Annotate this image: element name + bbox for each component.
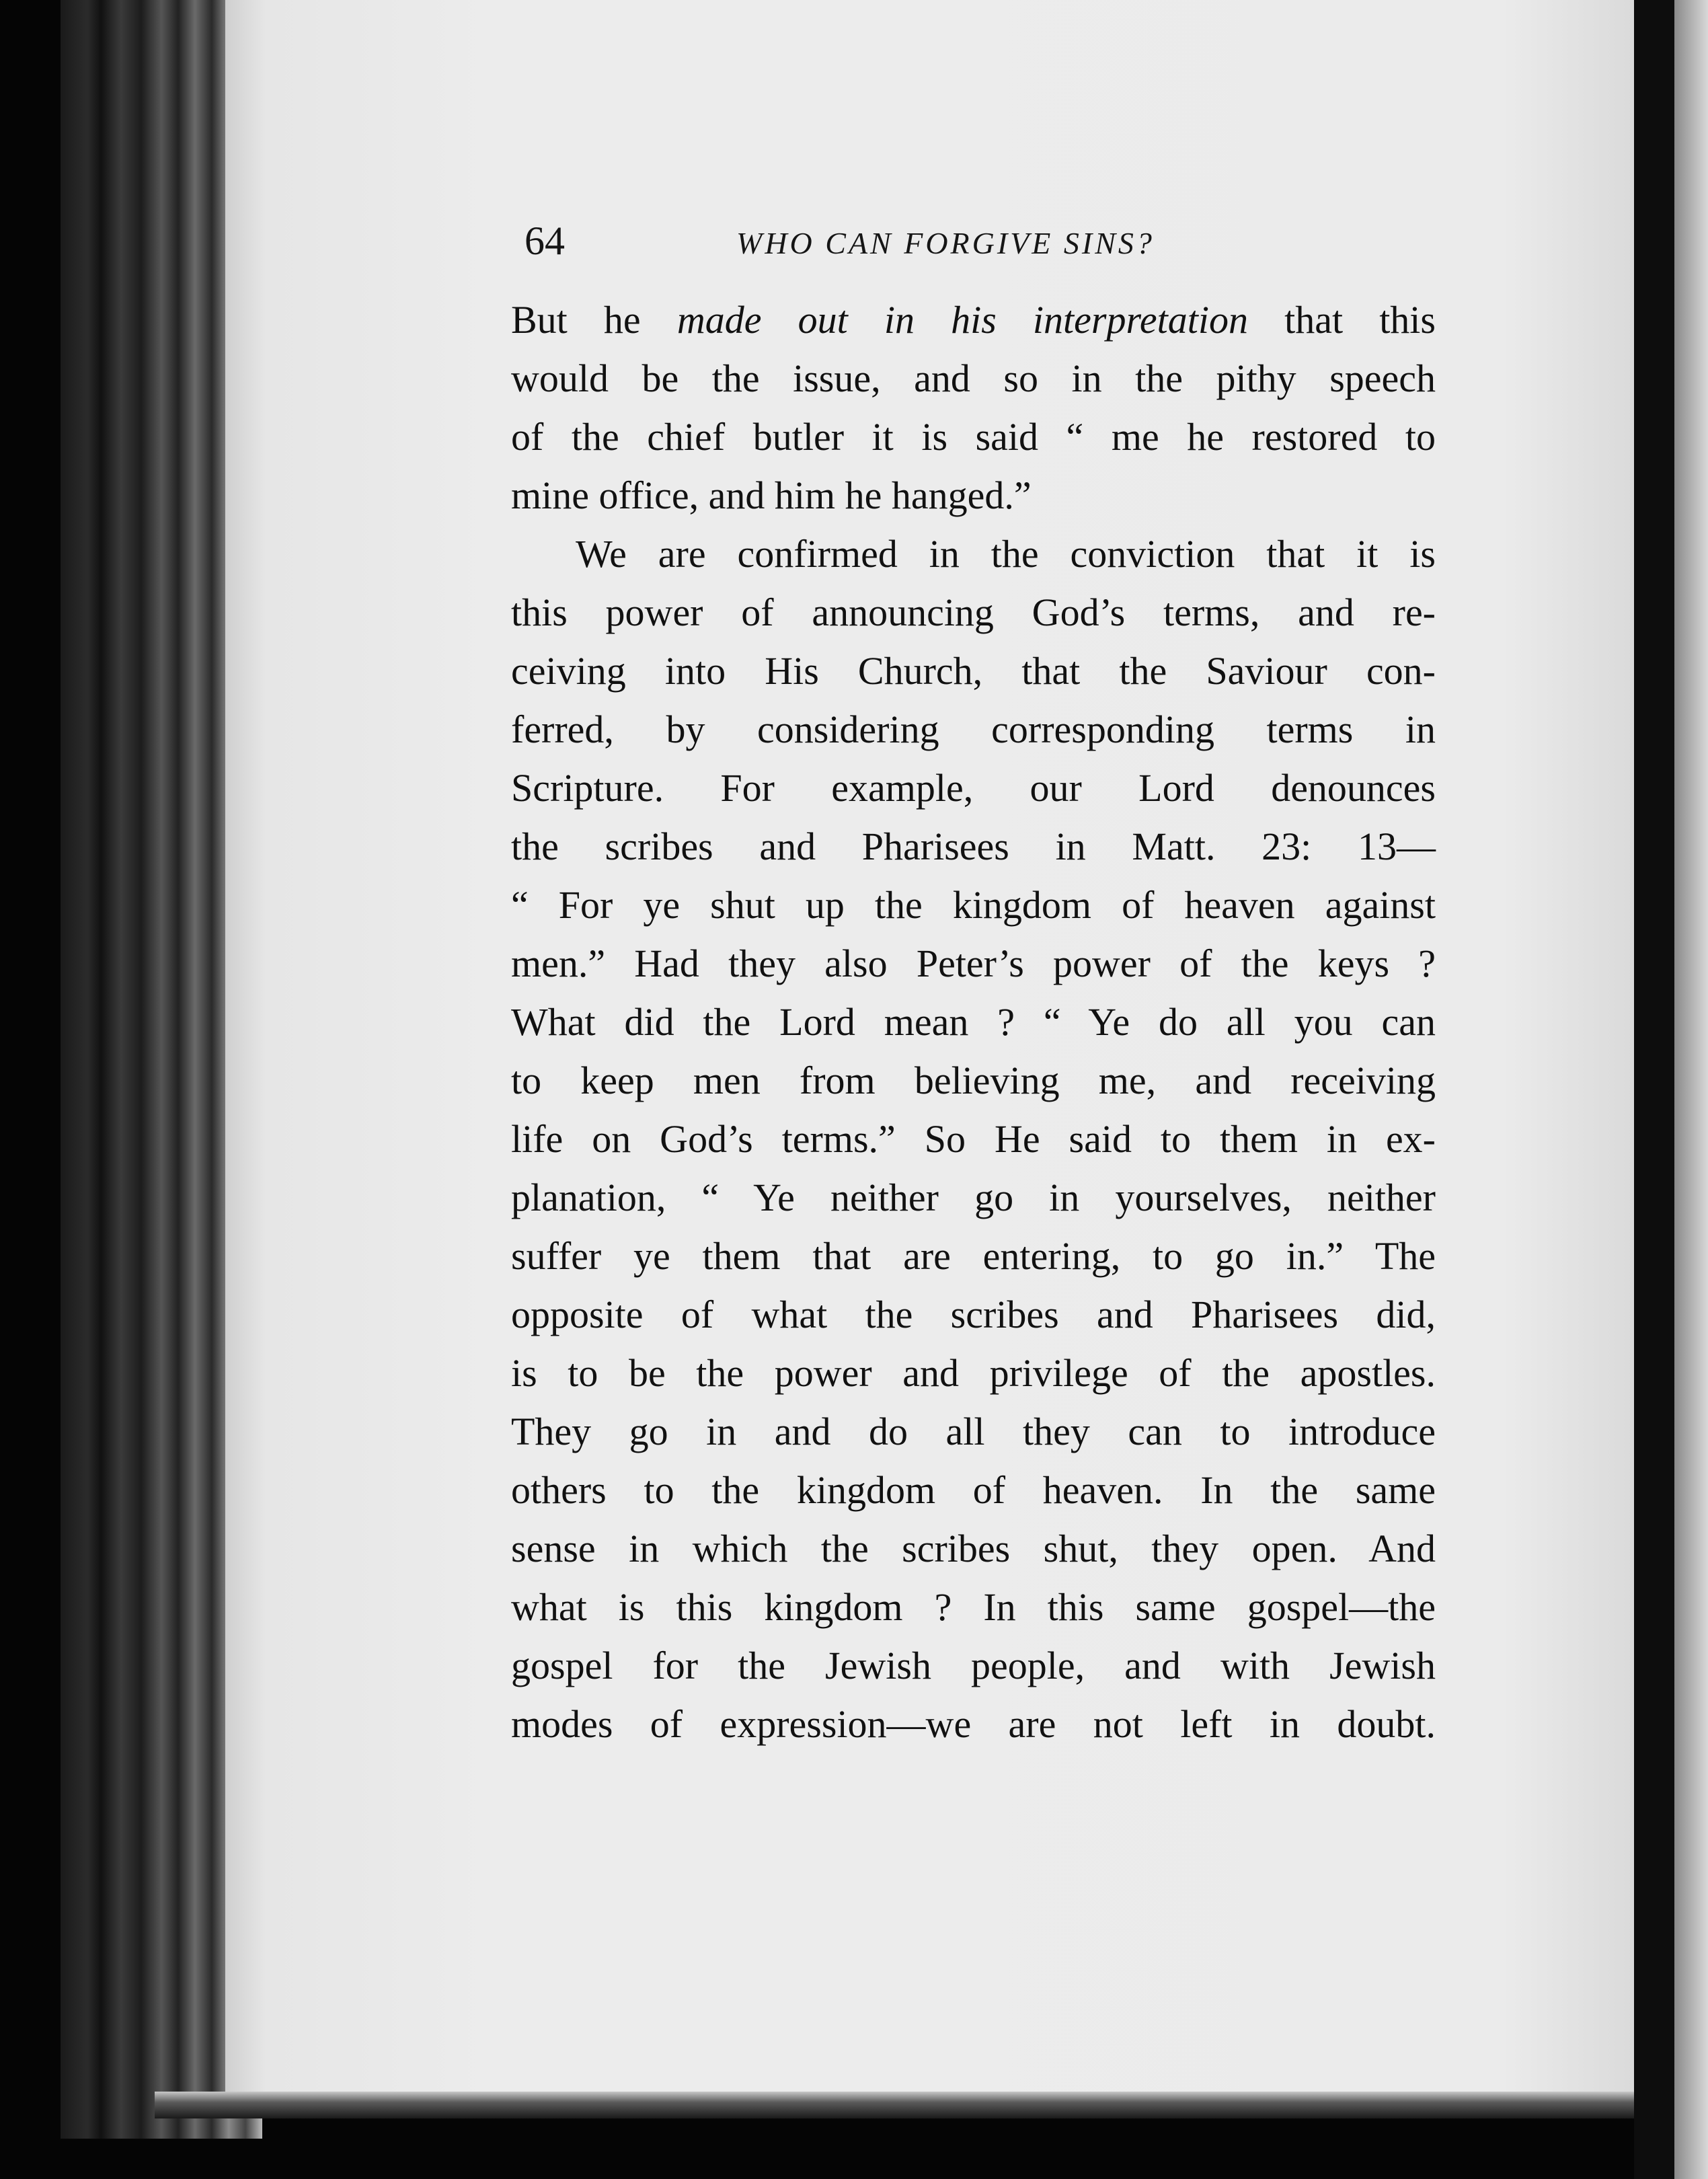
text-line: opposite of what the scribes and Pharisees did, [511, 1293, 1436, 1336]
text-span: But he [511, 298, 677, 342]
italic-phrase: made out in his interpretation [676, 298, 1248, 342]
text-line: ferred, by considering corresponding terms in [511, 708, 1436, 751]
text-line: the scribes and Pharisees in Matt. 23: 13— [511, 825, 1436, 868]
text-line: “ For ye shut up the kingdom of heaven against [511, 883, 1436, 927]
text-line: modes of expression—we are not left in doubt. [511, 1702, 1436, 1746]
running-head: WHO CAN FORGIVE SINS? [736, 226, 1155, 260]
text-line: They go in and do all they can to introduce [511, 1410, 1436, 1453]
text-line: of the chief butler it is said “ me he restored to [511, 415, 1436, 459]
facing-page-edge [1674, 0, 1708, 2179]
text-line: We are confirmed in the conviction that it is [576, 532, 1436, 576]
text-line: suffer ye them that are entering, to go in.” The [511, 1234, 1436, 1278]
text-line: is to be the power and privilege of the apostles. [511, 1351, 1436, 1395]
text-line: sense in which the scribes shut, they open. And [511, 1527, 1436, 1570]
page-header [525, 214, 1271, 268]
text-line: others to the kingdom of heaven. In the same [511, 1468, 1436, 1512]
page-number: 64 [525, 219, 565, 263]
body-text [511, 291, 1436, 1753]
text-line: life on God’s terms.” So He said to them in ex- [511, 1117, 1436, 1161]
text-line: What did the Lord mean ? “ Ye do all you can [511, 1000, 1436, 1044]
text-line: men.” Had they also Peter’s power of the keys ? [511, 942, 1436, 985]
text-line: gospel for the Jewish people, and with Jewish [511, 1644, 1436, 1687]
text-line: what is this kingdom ? In this same gospel—the [511, 1585, 1436, 1629]
text-line: mine office, and him he hanged.” [511, 473, 1032, 517]
page-bottom-edge [155, 2092, 1668, 2118]
text-line: to keep men from believing me, and receiving [511, 1059, 1436, 1102]
text-line: ceiving into His Church, that the Saviour con- [511, 649, 1436, 693]
text-line: this power of announcing God’s terms, and re- [511, 590, 1436, 634]
text-line: Scripture. For example, our Lord denounces [511, 766, 1436, 810]
book-gutter [1634, 0, 1674, 2179]
text-line [511, 291, 1436, 349]
text-span: that this [1247, 298, 1436, 342]
text-line: would be the issue, and so in the pithy speech [511, 356, 1436, 400]
text-line: planation, “ Ye neither go in yourselves, neither [511, 1176, 1436, 1219]
